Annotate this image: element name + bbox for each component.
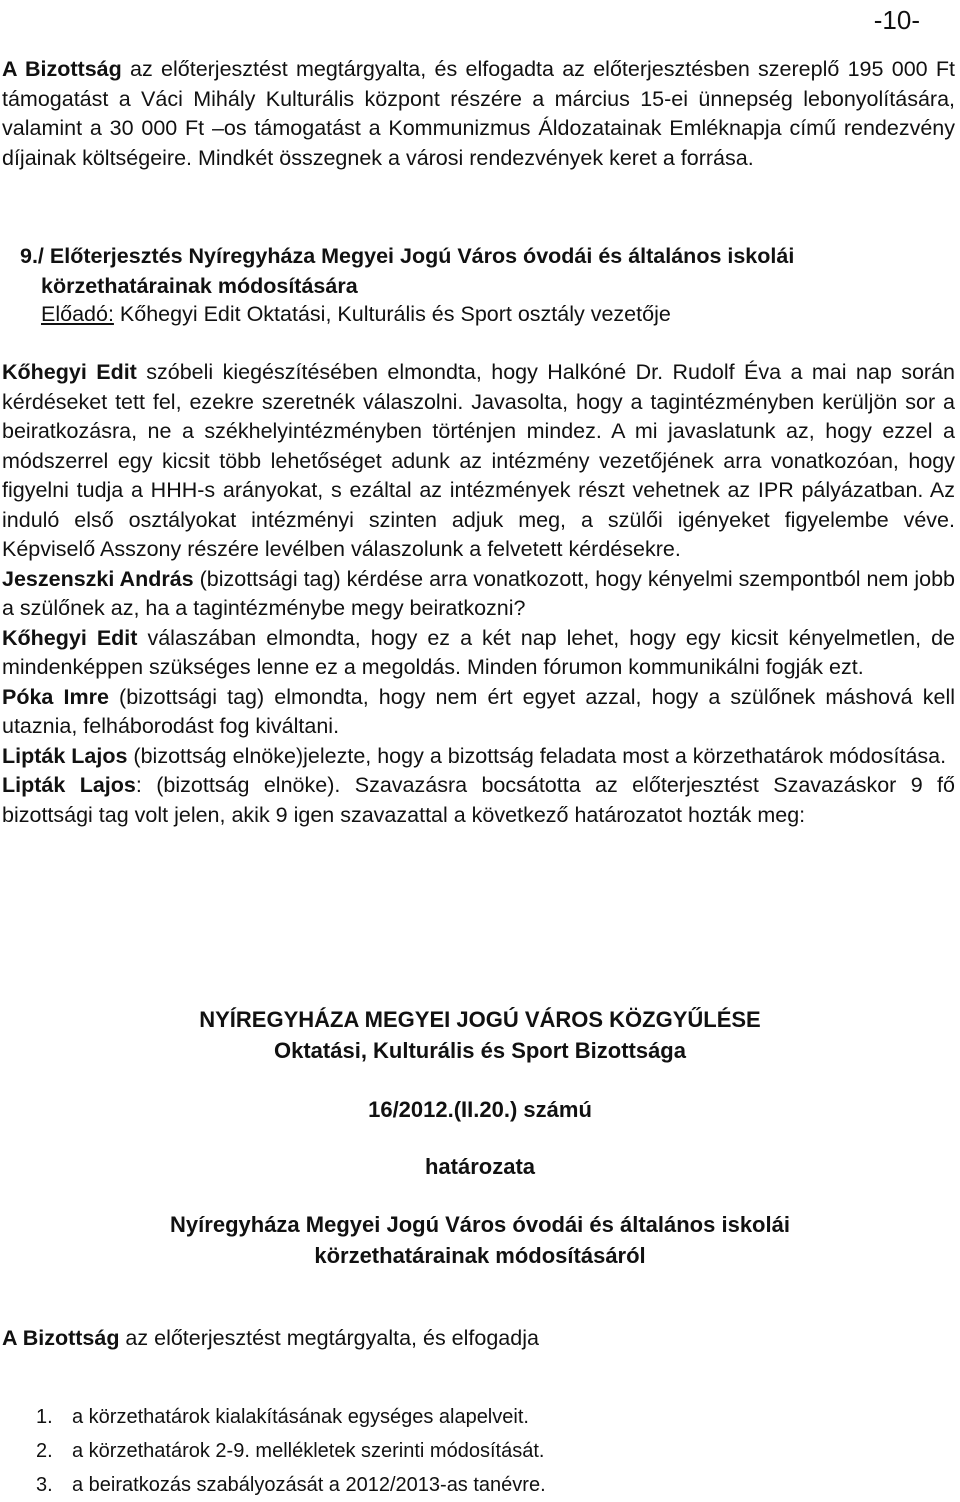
speaker-text: szóbeli kiegészítésében elmondta, hogy Halkóné Dr. Rudolf Éva a mai nap során kérdéseket tett fel, ezekre szeretnék válaszolni. Javasolta, hogy a tagintézményben kerüljön sor a beiratkozásra, ne a székhelyintézményben történjen mindez. A mi javaslatunk az, hogy ezzel a módszerrel egy kicsit több lehetőséget adunk az intézmény vezetőjének arra vonatkozóan, hogy figyelni tudja a HHH-s arányokat, s ezáltal az intézmények részt vehetnek az IPR pályázatban. Az induló első osztályokat intézményi szinten adjuk meg, a szülői igényeket figyelembe véve. Képviselő Asszony részére levélben válaszolunk a felvetett kérdésekre. — [2, 360, 955, 561]
decision-list — [0, 1400, 900, 1502]
list-item-number: 1. — [36, 1406, 53, 1428]
resolution-subject-line2: körzethatárainak módosításáról — [314, 1243, 646, 1268]
resolution-org-line2: Oktatási, Kulturális és Sport Bizottsága — [274, 1038, 686, 1063]
resolution-subject-line1: Nyíregyháza Megyei Jogú Város óvodái és általános iskolái — [170, 1212, 790, 1237]
decision-lead: A Bizottság — [2, 1326, 120, 1350]
speaker-name: Lipták Lajos — [2, 773, 136, 797]
speaker-name: Kőhegyi Edit — [2, 625, 138, 650]
intro-text: az előterjesztést megtárgyalta, és elfogadta az előterjesztésben szereplő 195 000 Ft támogatást a Váci Mihály Kulturális központ részére a március 15-ei ünnepség lebonyolítására, valamint a 30 000 Ft –os támogatást a Kommunizmus Áldozatainak Emléknapja című rendezvény díjainak költségeire. Mindkét összegnek a városi rendezvények keret a forrása. — [2, 57, 955, 170]
speaker-name: Lipták Lajos — [2, 743, 128, 768]
discussion-section — [2, 358, 955, 830]
speaker-name: Póka Imre — [2, 684, 109, 709]
list-item-text: a beiratkozás szabályozását a 2012/2013-as tanévre. — [72, 1474, 546, 1496]
discussion-paragraph — [2, 683, 955, 742]
discussion-paragraph — [2, 565, 955, 624]
list-item — [0, 1468, 900, 1502]
presenter-text: Kőhegyi Edit Oktatási, Kulturális és Sport osztály vezetője — [113, 302, 671, 326]
decision-text: az előterjesztést megtárgyalta, és elfogadja — [119, 1326, 539, 1350]
agenda-heading-line1: 9./ Előterjesztés Nyíregyháza Megyei Jogú Város óvodái és általános iskolái — [20, 244, 795, 268]
speaker-text: : (bizottság elnöke). Szavazásra bocsátotta az előterjesztést Szavazáskor 9 fő bizottsági tag volt jelen, akik 9 igen szavazattal a következő határozatot hozták meg: — [2, 773, 955, 827]
resolution-number: 16/2012.(II.20.) számú — [368, 1097, 592, 1122]
presenter-label: Előadó: — [41, 302, 114, 326]
speaker-name: Kőhegyi Edit — [2, 360, 137, 384]
list-item — [0, 1400, 900, 1434]
list-item-text: a körzethatárok kialakításának egységes alapelveit. — [72, 1406, 529, 1428]
agenda-heading — [20, 242, 950, 301]
speaker-name: Jeszenszki András — [2, 566, 194, 591]
page-number: -10- — [873, 5, 920, 35]
discussion-paragraph — [2, 742, 955, 772]
speaker-text: (bizottsági tag) elmondta, hogy nem ért egyet azzal, hogy a szülőnek máshová kell utaznia, felháborodást fog kiváltani. — [2, 684, 956, 738]
resolution-org-line1: NYÍREGYHÁZA MEGYEI JOGÚ VÁROS KÖZGYŰLÉSE — [199, 1007, 761, 1032]
list-item — [0, 1434, 900, 1468]
discussion-paragraph — [2, 358, 955, 565]
list-item-text: a körzethatárok 2-9. mellékletek szerinti módosítását. — [72, 1440, 545, 1462]
decision-paragraph — [2, 1324, 955, 1354]
agenda-heading-line2: körzethatárainak módosítására — [41, 273, 358, 298]
speaker-text: válaszában elmondta, hogy ez a két nap lehet, hogy egy kicsit kényelmetlen, de mindenképpen szükséges lenne ez a megoldás. Minden fórumon kommunikálni fogják ezt. — [2, 625, 955, 679]
speaker-text: (bizottsági tag) kérdése arra vonatkozott, hogy kényelmi szempontból nem jobb a szülőnek az, ha a tagintézménybe megy beiratkozni? — [2, 566, 955, 620]
list-item-number: 3. — [36, 1474, 53, 1496]
agenda-presenter — [41, 300, 951, 330]
intro-lead: A Bizottság — [2, 57, 122, 81]
intro-paragraph — [2, 55, 955, 173]
discussion-paragraph — [2, 624, 955, 683]
list-item-number: 2. — [36, 1440, 53, 1462]
discussion-paragraph — [2, 771, 955, 830]
speaker-text: (bizottság elnöke)jelezte, hogy a bizottság feladata most a körzethatárok módosítása. — [127, 743, 947, 768]
resolution-word: határozata — [424, 1154, 536, 1179]
